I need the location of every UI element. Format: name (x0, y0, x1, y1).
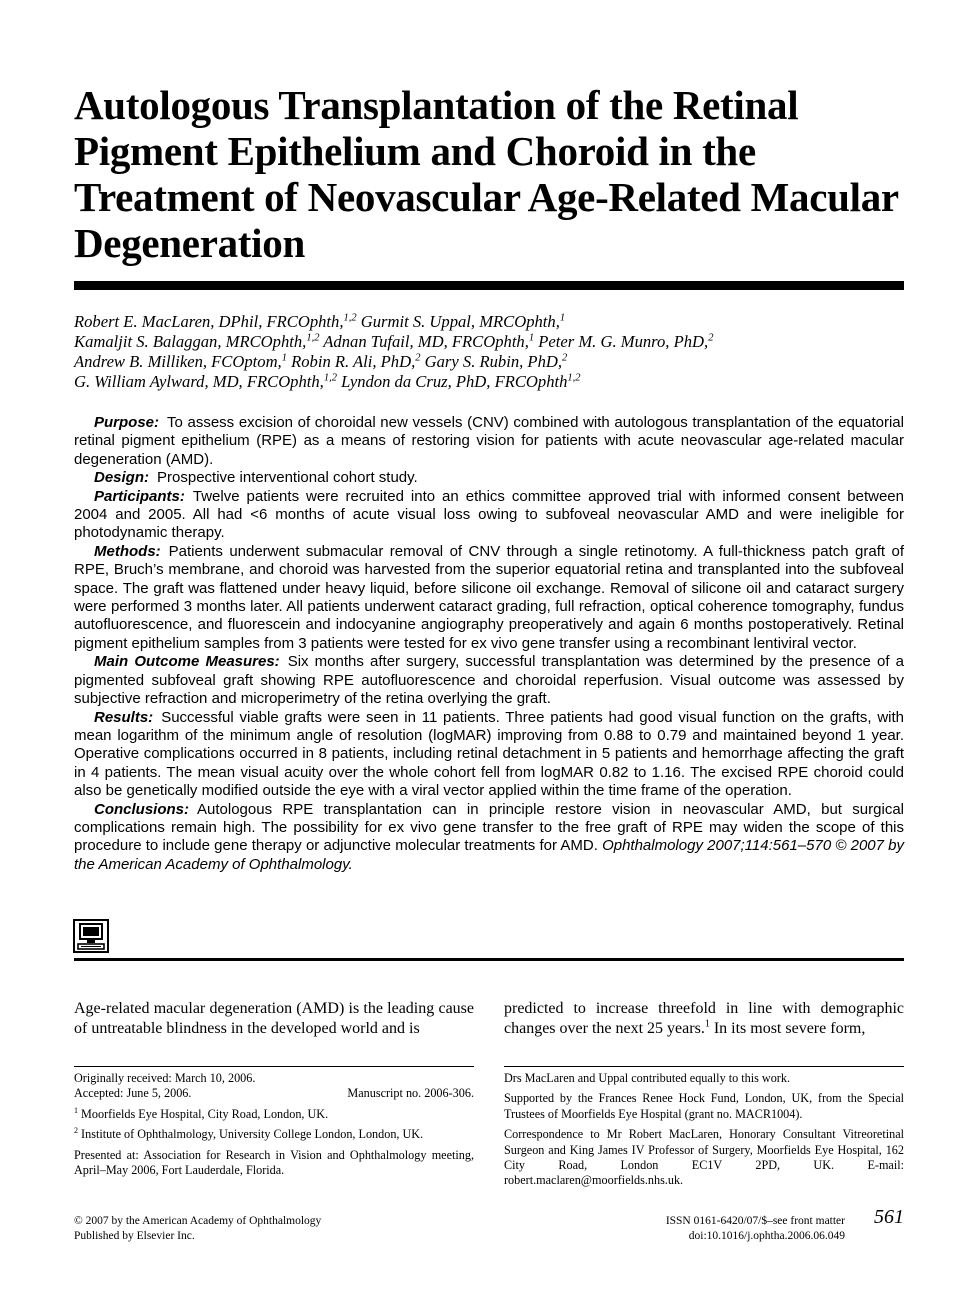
abstract-label: Methods: (94, 542, 161, 560)
page-number: 561 (874, 1206, 904, 1228)
abstract-participants (74, 488, 904, 543)
body-text-right (504, 999, 904, 1038)
author-text: Adnan Tufail, MD, FRCOphth, (319, 332, 529, 351)
affiliation-sup: 1 (281, 352, 287, 364)
body-text-segment: In its most severe form, (709, 1019, 866, 1037)
abstract-text: Prospective interventional cohort study. (157, 469, 418, 487)
manuscript-number: Manuscript no. 2006-306. (347, 1086, 474, 1101)
affiliation-text: Moorfields Eye Hospital, City Road, London, UK. (78, 1106, 329, 1121)
abstract-label: Main Outcome Measures: (94, 653, 280, 671)
footer-right (600, 1214, 845, 1244)
affiliation-text: Institute of Ophthalmology, University College London, London, UK. (78, 1127, 424, 1142)
author-line (74, 332, 904, 352)
abstract-text: Twelve patients were recruited into an ethics committee approved trial with informed consent between 2004 and 2005. All had <6 months of acute visual loss owing to subfoveal neovascular AMD and were ineligible for photodynamic therapy. (74, 487, 904, 542)
author-list (74, 312, 904, 392)
correspondence-note: Correspondence to Mr Robert MacLaren, Honorary Consultant Vitreoretinal Surgeon and King James IV Professor of Surgery, Moorfields Eye Hospital, 162 City Road, London EC1V 2PD, UK. E-mail: robert.maclaren@moorfields.nhs.uk. (504, 1127, 904, 1188)
doi: doi:10.1016/j.ophtha.2006.06.049 (688, 1230, 845, 1242)
author-text: Andrew B. Milliken, FCOptom, (74, 352, 282, 371)
abstract-text: Six months after surgery, successful transplantation was determined by the presence of a pigmented subfoveal graft showing RPE autofluorescence and choroidal reperfusion. Visual outcome was assessed by subjective refraction and microperimetry of the retina overlying the graft. (74, 653, 904, 708)
footer-left (74, 1214, 474, 1244)
footnote-rule-right (504, 1066, 904, 1067)
accepted-date: Accepted: June 5, 2006. (74, 1086, 192, 1101)
abstract-text: To assess excision of choroidal new vessels (CNV) combined with autologous transplantation of the equatorial retinal pigment epithelium (RPE) as a means of restoring vision for patients with acute neovascular age-related macular degeneration (AMD). (74, 414, 904, 468)
footnotes-right (504, 1071, 904, 1194)
affiliation-sup: 2 (74, 1126, 78, 1136)
abstract-text: Successful viable grafts were seen in 11 patients. Three patients had good visual function on the grafts, with mean logarithm of the minimum angle of resolution (logMAR) improving from 0.88 to 0.79 and maintained beyond 1 year. Operative complications occurred in 8 patients, including retinal detachment in 5 patients and hemorrhage affecting the graft in 4 patients. The mean visual acuity over the whole cohort fell from logMAR 0.82 to 1.16. The excised RPE choroid could also be genetically modified outside the eye with a viral vector applied within the time frame of the operation. (74, 708, 904, 800)
affiliation-sup: 1 (559, 312, 566, 324)
abstract-label: Results: (94, 708, 154, 726)
footnotes-left (74, 1071, 474, 1183)
affiliation-sup: 2 (562, 352, 568, 364)
received-date: Originally received: March 10, 2006. (74, 1071, 256, 1085)
abstract-conclusions (74, 801, 904, 875)
abstract-label: Design: (94, 469, 150, 487)
affiliation-sup: 1,2 (323, 372, 337, 384)
author-line (74, 352, 904, 372)
section-rule (74, 958, 904, 961)
body-text-segment: predicted to increase threefold in line with demographic changes over the next 25 years. (504, 1000, 904, 1037)
footnote-rule-left (74, 1066, 474, 1067)
abstract-text: Patients underwent submacular removal of CNV through a single retinotomy. A full-thickness patch graft of RPE, Bruch’s membrane, and choroid was harvested from the superior equatorial retina and transplanted into the subfoveal space. The graft was flattened under heavy liquid, before silicone oil exchange. Removal of silicone oil and cataract surgery were performed 3 months later. All patients underwent cataract grading, full refraction, optical coherence tomography, fundus autofluorescence, and fluorescein and indocyanine angiography preoperatively and again 6 months postoperatively. Retinal pigment epithelium samples from 3 patients were tested for ex vivo gene transfer using a recombinant lentiviral vector. (74, 542, 904, 652)
author-text: Robert E. MacLaren, DPhil, FRCOphth, (74, 312, 344, 331)
funding-note: Supported by the Frances Renee Hock Fund, London, UK, from the Special Trustees of Moorfields Eye Hospital (grant no. MACR1004). (504, 1091, 904, 1121)
abstract-design (74, 469, 904, 487)
accepted-row (74, 1086, 474, 1101)
author-text: Gary S. Rubin, PhD, (420, 352, 562, 371)
affiliation-sup: 1,2 (567, 372, 581, 384)
affiliation-sup: 1 (74, 1105, 78, 1115)
body-text-left: Age-related macular degeneration (AMD) is the leading cause of untreatable blindness in the developed world and is (74, 1000, 474, 1037)
abstract-results (74, 709, 904, 801)
reference-sup: 1 (704, 1018, 710, 1030)
author-text: Robin R. Ali, PhD, (286, 352, 416, 371)
journal-citation: Ophthalmology 2007;114:561–570 © 2007 by the American Academy of Ophthalmology. (74, 837, 905, 873)
equal-contribution-note: Drs MacLaren and Uppal contributed equally to this work. (504, 1071, 790, 1085)
affiliation-sup: 1,2 (343, 312, 357, 324)
abstract-label: Participants: (94, 487, 185, 505)
affiliation-sup: 1,2 (306, 332, 320, 344)
presented-note: Presented at: Association for Research in Vision and Ophthalmology meeting, April–May 2006, Fort Lauderdale, Florida. (74, 1147, 474, 1178)
affiliation-1 (74, 1107, 474, 1122)
abstract-label: Conclusions: (94, 800, 190, 818)
abstract-purpose (74, 414, 904, 469)
author-line (74, 372, 904, 392)
author-text: Peter M. G. Munro, PhD, (534, 332, 709, 351)
author-text: Lyndon da Cruz, PhD, FRCOphth (336, 372, 568, 391)
abstract-text: Autologous RPE transplantation can in principle restore vision in neovascular AMD, but surgical complications remain high. The possibility for ex vivo gene transfer to the free graft of RPE may widen the scope of this procedure to include gene therapy or adjunctive molecular treatments for AMD. (74, 800, 904, 855)
copyright: © 2007 by the American Academy of Ophthalmology (74, 1215, 322, 1227)
title-rule (74, 281, 904, 290)
computer-monitor-icon (73, 919, 109, 953)
issn: ISSN 0161-6420/07/$–see front matter (665, 1215, 845, 1227)
author-text: Gurmit S. Uppal, MRCOphth, (356, 312, 560, 331)
affiliation-sup: 2 (415, 352, 421, 364)
abstract-methods (74, 543, 904, 653)
author-text: G. William Aylward, MD, FRCOphth, (74, 372, 324, 391)
abstract-outcome (74, 653, 904, 708)
affiliation-2 (74, 1127, 474, 1142)
author-text: Kamaljit S. Balaggan, MRCOphth, (74, 332, 307, 351)
author-line (74, 312, 904, 332)
publisher: Published by Elsevier Inc. (74, 1230, 195, 1242)
abstract (74, 414, 904, 874)
affiliation-sup: 2 (708, 332, 714, 344)
article-title: Autologous Transplantation of the Retinal Pigment Epithelium and Choroid in the Treatment of Neovascular Age-Related Macular Degeneration (74, 82, 899, 266)
abstract-label: Purpose: (94, 414, 160, 431)
affiliation-sup: 1 (528, 332, 535, 344)
